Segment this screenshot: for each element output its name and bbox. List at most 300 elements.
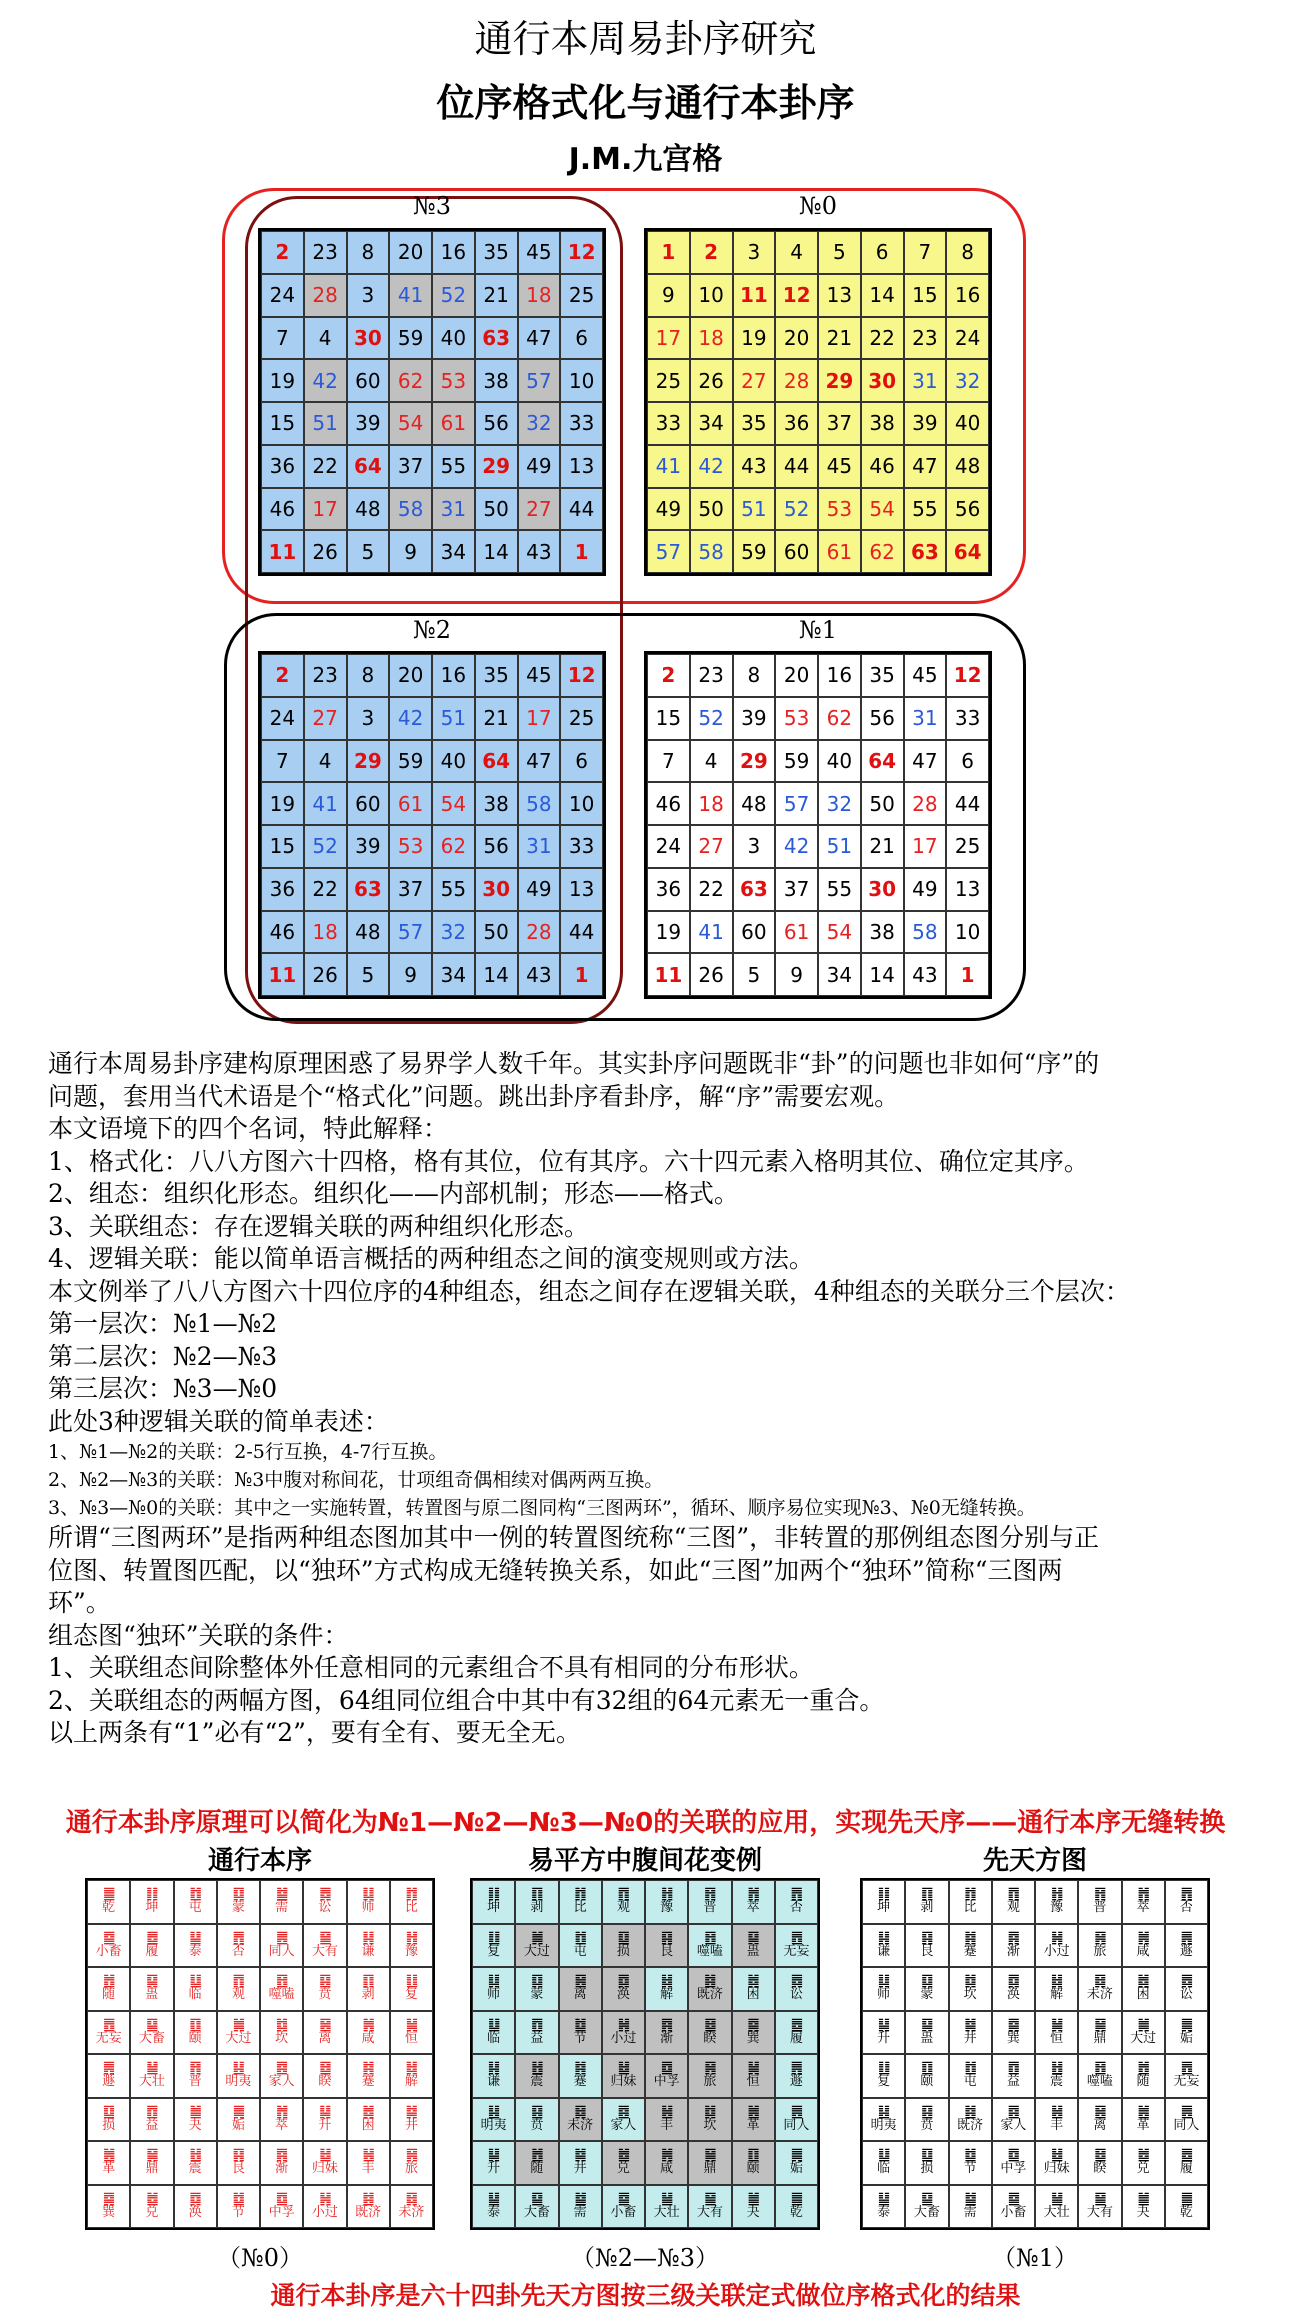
hexagram-name: 小过 <box>1043 1943 1070 1959</box>
hexagram-icon: ䷢ <box>704 1886 716 1903</box>
hexagram-cell <box>1122 2054 1165 2098</box>
grid-cell: 53 <box>775 697 818 740</box>
hexagram-icon: ䷠ <box>1180 1929 1193 1946</box>
grid-cell: 4 <box>775 231 818 274</box>
hexagram-cell <box>688 2185 731 2229</box>
hexagram-cell <box>992 2011 1035 2055</box>
grid-cell: 34 <box>818 953 861 996</box>
hexagram-cell <box>303 2011 346 2055</box>
grid-cell: 14 <box>475 953 518 996</box>
grid-cell: 21 <box>861 825 904 868</box>
hexagram-icon: ䷒ <box>487 2016 500 2033</box>
hexagram-name: 涣 <box>188 2204 202 2220</box>
hexagram-cell <box>1078 1924 1121 1968</box>
hexagram-name: 革 <box>746 2117 760 2133</box>
grid-cell: 14 <box>861 274 904 317</box>
hexagram-cell <box>732 2141 775 2185</box>
hexagram-name: 蛊 <box>746 1943 760 1959</box>
grid-cell: 50 <box>861 782 904 825</box>
grid-cell: 49 <box>647 488 690 531</box>
hexagram-icon: ䷬ <box>747 1886 759 1903</box>
hexagram-name: 革 <box>102 2161 116 2177</box>
hexagram-name: 否 <box>789 1900 803 1916</box>
hexagram-icon: ䷥ <box>319 2060 331 2077</box>
grid-cell: 44 <box>560 488 603 531</box>
hexagram-name: 遯 <box>102 2074 116 2090</box>
body-line: 问题，套用当代术语是个“格式化”问题。跳出卦序看卦序，解“序”需要宏观。 <box>48 1081 900 1111</box>
body-line: 1、格式化：八八方图六十四格，格有其位，位有其序。六十四元素入格明其位、确位定其序。 <box>48 1146 1089 1176</box>
grid-cell: 5 <box>347 530 390 573</box>
hexagram-icon: ䷶ <box>660 2103 673 2120</box>
grid-cell: 40 <box>818 740 861 783</box>
hexagram-icon: ䷉ <box>1180 2147 1193 2164</box>
hexagram-icon: ䷿ <box>574 2103 586 2120</box>
body-line: 组态图“独环”关联的条件： <box>48 1620 349 1650</box>
hexagram-cell <box>862 2011 905 2055</box>
hexagram-name: 姤 <box>789 2161 803 2177</box>
hexagram-icon: ䷵ <box>319 2147 331 2164</box>
grid-cell: 39 <box>733 697 776 740</box>
hexagram-cell <box>559 2098 602 2142</box>
body-line: 4、逻辑关联：能以简单语言概括的两种组态之间的演变规则或方法。 <box>48 1244 814 1273</box>
hexagram-name: 震 <box>530 2074 544 2090</box>
hexagram-icon: ䷌ <box>790 2103 803 2120</box>
hexagram-icon: ䷘ <box>1180 2060 1193 2077</box>
hexagram-cell <box>347 2011 390 2055</box>
grid-cell: 18 <box>518 274 561 317</box>
hexagram-icon: ䷨ <box>617 1929 630 1946</box>
hexagram-name: 随 <box>102 1987 116 2003</box>
grid-cell: 45 <box>518 231 561 274</box>
hexagram-name: 渐 <box>1006 1943 1020 1959</box>
hexagram-name: 否 <box>1179 1900 1193 1916</box>
hexagram-cell <box>390 2098 433 2142</box>
hexagram-name: 损 <box>102 2117 116 2133</box>
hexagram-name: 丰 <box>361 2161 375 2177</box>
grid-cell: 48 <box>347 488 390 531</box>
hexagram-cell <box>260 1967 303 2011</box>
hexagram-cell <box>260 2141 303 2185</box>
hexagram-icon: ䷧ <box>660 1973 673 1990</box>
hexagram-icon: ䷚ <box>189 2016 201 2033</box>
grid-cell: 54 <box>861 488 904 531</box>
grid-cell: 8 <box>347 654 390 697</box>
hexagram-icon: ䷭ <box>877 2016 890 2033</box>
grid-cell: 43 <box>518 530 561 573</box>
hexagram-icon: ䷛ <box>531 1929 543 1946</box>
grid-cell: 28 <box>304 274 347 317</box>
hexagram-cell <box>1122 1880 1165 1924</box>
hexagram-cell <box>87 2054 130 2098</box>
hexagram-cell <box>1035 1880 1078 1924</box>
grid-cell: 15 <box>261 402 304 445</box>
hexagram-icon: ䷖ <box>531 1886 543 1903</box>
hexagram-name: 需 <box>275 1900 289 1916</box>
hexagram-icon: ䷫ <box>790 2147 803 2164</box>
grid-cell: 49 <box>518 868 561 911</box>
hexagram-icon: ䷟ <box>1050 2016 1063 2033</box>
hexagram-cell <box>303 2054 346 2098</box>
hexagram-cell <box>130 1924 173 1968</box>
grid-cell: 4 <box>690 740 733 783</box>
hexagram-cell <box>1078 2141 1121 2185</box>
hexagram-name: 井 <box>963 2030 977 2046</box>
hexagram-name: 益 <box>145 2117 159 2133</box>
grid-cell: 41 <box>690 911 733 954</box>
hexagram-icon: ䷀ <box>790 2190 803 2207</box>
hexagram-icon: ䷹ <box>1137 2147 1149 2164</box>
hexagram-icon: ䷣ <box>232 2060 245 2077</box>
hexagram-icon: ䷮ <box>362 2103 374 2120</box>
hexagram-cell <box>992 1967 1035 2011</box>
grid-cell: 26 <box>304 953 347 996</box>
hexagram-name: 豫 <box>1050 1900 1064 1916</box>
hexagram-cell <box>775 2141 818 2185</box>
hexagram-name: 比 <box>573 1900 587 1916</box>
hexagram-cell <box>472 2185 515 2229</box>
hexagram-name: 井 <box>404 2117 418 2133</box>
hexagram-cell <box>1078 2185 1121 2229</box>
grid-cell: 59 <box>389 740 432 783</box>
grid-cell: 39 <box>347 825 390 868</box>
hexagram-name: 中孚 <box>653 2074 680 2090</box>
hexagram-icon: ䷸ <box>747 2016 759 2033</box>
grid-cell: 42 <box>775 825 818 868</box>
grid-cell: 25 <box>647 359 690 402</box>
hexagram-cell <box>1165 2098 1208 2142</box>
grid-cell: 10 <box>560 782 603 825</box>
hexagram-name: 益 <box>530 2030 544 2046</box>
hexagram-icon: ䷪ <box>1137 2190 1149 2207</box>
grid-cell: 7 <box>261 317 304 360</box>
hexagram-name: 鼎 <box>703 2161 717 2177</box>
hexagram-icon: ䷦ <box>574 2060 586 2077</box>
grid-cell: 25 <box>560 697 603 740</box>
hexagram-name: 乾 <box>1179 2204 1193 2220</box>
hexagram-name: 颐 <box>746 2161 760 2177</box>
hexagram-cell <box>390 2185 433 2229</box>
hexagram-cell <box>130 2054 173 2098</box>
grid-cell: 10 <box>690 274 733 317</box>
grid-cell: 35 <box>475 231 518 274</box>
hexagram-cell <box>217 2011 260 2055</box>
grid-cell: 19 <box>647 911 690 954</box>
grid-cell: 48 <box>347 911 390 954</box>
grid-cell: 12 <box>560 231 603 274</box>
hexagram-cell <box>130 2098 173 2142</box>
hexagram-icon: ䷮ <box>747 1973 759 1990</box>
hexagram-icon: ䷸ <box>102 2190 115 2207</box>
hexagram-name: 泰 <box>877 2204 891 2220</box>
hexagram-cell <box>130 2185 173 2229</box>
hexagram-icon: ䷽ <box>1050 1929 1063 1946</box>
grid-cell: 40 <box>946 402 989 445</box>
grid-cell: 3 <box>347 697 390 740</box>
hexagram-cell <box>1035 1967 1078 2011</box>
hexagram-name: 屯 <box>573 1943 587 1959</box>
hexagram-cell <box>645 1924 688 1968</box>
hexagram-name: 小过 <box>610 2030 637 2046</box>
grid-cell: 47 <box>904 740 947 783</box>
grid-cell: 38 <box>861 402 904 445</box>
grid-cell: 21 <box>475 274 518 317</box>
hexagram-cell <box>1165 1967 1208 2011</box>
hexagram-cell <box>1078 1880 1121 1924</box>
grid-cell: 26 <box>304 530 347 573</box>
hexagram-icon: ䷽ <box>617 2016 630 2033</box>
hexagram-cell <box>217 1967 260 2011</box>
hexagram-name: 既济 <box>355 2204 382 2220</box>
hexagram-name: 睽 <box>703 2030 717 2046</box>
hexagram-name: 大壮 <box>138 2074 165 2090</box>
hexagram-cell <box>732 2098 775 2142</box>
hexagram-name: 革 <box>1136 2117 1150 2133</box>
hexagram-name: 小畜 <box>610 2204 637 2220</box>
body-line: 以上两条有“1”必有“2”，要有全有、要无全无。 <box>48 1718 581 1747</box>
hexagram-name: 鼎 <box>1093 2030 1107 2046</box>
grid-cell: 18 <box>690 782 733 825</box>
hexagram-icon: ䷗ <box>487 1929 500 1946</box>
hexagram-icon: ䷜ <box>964 1973 976 1990</box>
hexagram-icon: ䷳ <box>660 1929 673 1946</box>
grid-cell: 34 <box>690 402 733 445</box>
hexagram-cell <box>1165 2011 1208 2055</box>
hexagram-icon: ䷎ <box>362 1929 374 1946</box>
grid-cell: 17 <box>518 697 561 740</box>
grid-cell: 61 <box>432 402 475 445</box>
hexagram-cell <box>347 1880 390 1924</box>
hexagram-icon: ䷜ <box>704 2103 716 2120</box>
hexagram-name: 萃 <box>275 2117 289 2133</box>
grid-cell: 51 <box>733 488 776 531</box>
hexagram-icon: ䷯ <box>405 2103 418 2120</box>
grid-cell: 4 <box>304 740 347 783</box>
hexagram-cell <box>949 2054 992 2098</box>
hexagram-cell <box>174 2098 217 2142</box>
hexagram-cell <box>775 2098 818 2142</box>
hexagram-icon: ䷍ <box>1094 2190 1106 2207</box>
hexagram-name: 明夷 <box>480 2117 507 2133</box>
hexagram-name: 无妄 <box>95 2030 122 2046</box>
grid-cell: 52 <box>775 488 818 531</box>
hexagram-cell <box>1078 2054 1121 2098</box>
hexagram-name: 同人 <box>1173 2117 1200 2133</box>
grid-cell: 43 <box>518 953 561 996</box>
hexagram-name: 既济 <box>957 2117 984 2133</box>
hexagram-icon: ䷑ <box>146 1973 158 1990</box>
grid-cell: 24 <box>647 825 690 868</box>
hexagram-icon: ䷝ <box>1094 2103 1106 2120</box>
hexagram-cell <box>1122 1967 1165 2011</box>
hexagram-icon: ䷿ <box>405 2190 418 2207</box>
hexagram-icon: ䷅ <box>790 1973 803 1990</box>
hexagram-cell <box>87 2011 130 2055</box>
grid-cell: 35 <box>733 402 776 445</box>
hexagram-name: 萃 <box>746 1900 760 1916</box>
hexagram-cell <box>217 2185 260 2229</box>
hexagram-name: 晋 <box>703 1900 717 1916</box>
body-line: 所谓“三图两环”是指两种组态图加其中一例的转置图统称“三图”，非转置的那例组态图分别与正 <box>48 1523 1100 1552</box>
body-line: 第二层次：№2—№3 <box>48 1341 278 1371</box>
hexagram-name: 泰 <box>188 1943 202 1959</box>
hexagram-icon: ䷤ <box>617 2103 630 2120</box>
hexagram-icon: ䷻ <box>964 2147 976 2164</box>
grid-cell: 16 <box>946 274 989 317</box>
grid-cell: 12 <box>775 274 818 317</box>
grid-cell: 1 <box>647 231 690 274</box>
grid-cell: 31 <box>518 825 561 868</box>
grid-cell: 55 <box>904 488 947 531</box>
hexagram-cell <box>174 2185 217 2229</box>
hexagram-icon: ䷣ <box>487 2103 500 2120</box>
body-line: 通行本周易卦序建构原理困惑了易界学人数千年。其实卦序问题既非“卦”的问题也非如何“序”的 <box>48 1049 1100 1078</box>
grid-cell: 5 <box>733 953 776 996</box>
grid-cell: 23 <box>304 654 347 697</box>
grid-cell: 15 <box>904 274 947 317</box>
hexagram-name: 未济 <box>398 2204 425 2220</box>
hexagram-cell <box>645 2141 688 2185</box>
grid-cell: 55 <box>818 868 861 911</box>
grid-cell: 16 <box>432 231 475 274</box>
hexagram-icon: ䷢ <box>189 2060 201 2077</box>
grid-cell: 39 <box>347 402 390 445</box>
hexagram-icon: ䷐ <box>102 1973 115 1990</box>
grid-cell: 60 <box>733 911 776 954</box>
hex-grid-tongxing <box>85 1878 435 2230</box>
grid-cell: 22 <box>690 868 733 911</box>
hexagram-name: 坤 <box>877 1900 891 1916</box>
hexagram-cell <box>862 2098 905 2142</box>
grid-cell: 21 <box>818 317 861 360</box>
grid-cell: 17 <box>904 825 947 868</box>
hexagram-name: 家人 <box>610 2117 637 2133</box>
grid-cell: 23 <box>304 231 347 274</box>
hexagram-cell <box>1122 1924 1165 1968</box>
hexagram-name: 屯 <box>188 1900 202 1916</box>
hexagram-cell <box>87 1967 130 2011</box>
grid-cell: 56 <box>475 402 518 445</box>
hexagram-icon: ䷔ <box>1094 2060 1106 2077</box>
hexagram-name: 小畜 <box>1000 2204 1027 2220</box>
body-line: 1、关联组态间除整体外任意相同的元素组合不具有相同的分布形状。 <box>48 1653 814 1682</box>
hexagram-cell <box>688 2141 731 2185</box>
grid-cell: 2 <box>690 231 733 274</box>
grid-cell: 20 <box>389 654 432 697</box>
hexagram-name: 未济 <box>1086 1987 1113 2003</box>
hexagram-name: 未济 <box>567 2117 594 2133</box>
hexagram-cell <box>775 2185 818 2229</box>
grid-cell: 29 <box>475 445 518 488</box>
hexagram-icon: ䷷ <box>405 2147 418 2164</box>
hexagram-cell <box>390 2011 433 2055</box>
body-line: 环”。 <box>48 1588 111 1617</box>
hexagram-icon: ䷊ <box>189 1929 201 1946</box>
hexagram-name: 姤 <box>231 2117 245 2133</box>
hexagram-name: 兑 <box>145 2204 159 2220</box>
hexagram-cell <box>602 1967 645 2011</box>
grid-cell: 32 <box>432 911 475 954</box>
grid-cell: 17 <box>647 317 690 360</box>
hexagram-cell <box>303 2098 346 2142</box>
hexagram-icon: ䷷ <box>1094 1929 1106 1946</box>
hexagram-name: 睽 <box>1093 2161 1107 2177</box>
grid-cell: 64 <box>946 530 989 573</box>
hexagram-cell <box>260 2098 303 2142</box>
hexagram-cell <box>949 1967 992 2011</box>
grid-cell: 41 <box>389 274 432 317</box>
hexagram-cell <box>472 1880 515 1924</box>
hexagram-icon: ䷏ <box>405 1929 418 1946</box>
hexagram-icon: ䷖ <box>921 1886 933 1903</box>
hexagram-cell <box>472 2141 515 2185</box>
hexagram-name: 明夷 <box>870 2117 897 2133</box>
hexagram-icon: ䷱ <box>1094 2016 1106 2033</box>
grid-cell: 15 <box>261 825 304 868</box>
hexagram-cell <box>688 1880 731 1924</box>
hexagram-name: 中孚 <box>1000 2161 1027 2177</box>
grid-cell: 56 <box>475 825 518 868</box>
grid-cell: 11 <box>733 274 776 317</box>
hexagram-name: 解 <box>1050 1987 1064 2003</box>
grid-cell: 62 <box>432 825 475 868</box>
hexagram-cell <box>949 1924 992 1968</box>
hexagram-icon: ䷾ <box>362 2190 374 2207</box>
hexagram-cell <box>602 2011 645 2055</box>
hexagram-cell <box>130 2141 173 2185</box>
hexagram-icon: ䷈ <box>102 1929 115 1946</box>
hexagram-icon: ䷶ <box>362 2147 374 2164</box>
hexagram-name: 噬嗑 <box>696 1943 723 1959</box>
hexagram-cell <box>688 1967 731 2011</box>
hexagram-cell <box>472 1924 515 1968</box>
hexagram-cell <box>1165 2054 1208 2098</box>
grid-cell: 47 <box>904 445 947 488</box>
grid-cell: 23 <box>904 317 947 360</box>
grid-cell: 24 <box>261 274 304 317</box>
hexagram-cell <box>1035 1924 1078 1968</box>
grid-cell: 37 <box>389 445 432 488</box>
hexagram-icon: ䷚ <box>747 2147 759 2164</box>
hexagram-name: 既济 <box>696 1987 723 2003</box>
grid-cell: 3 <box>733 231 776 274</box>
hexagram-name: 观 <box>231 1987 245 2003</box>
hexagram-cell <box>260 1924 303 1968</box>
grid-cell: 41 <box>304 782 347 825</box>
grid-cell: 44 <box>560 911 603 954</box>
hex-title-yiping: 易平方中腹间花变例 <box>527 1846 762 1876</box>
hexagram-cell <box>949 2141 992 2185</box>
hexagram-name: 旅 <box>703 2074 717 2090</box>
hexagram-cell <box>992 1924 1035 1968</box>
grid-cell: 3 <box>733 825 776 868</box>
grid-cell: 20 <box>389 231 432 274</box>
hexagram-name: 咸 <box>1136 1943 1150 1959</box>
hexagram-icon: ䷮ <box>1137 1973 1149 1990</box>
grid-cell: 13 <box>560 868 603 911</box>
hexagram-cell <box>174 2011 217 2055</box>
hexagram-cell <box>130 1967 173 2011</box>
hexagram-name: 大有 <box>1086 2204 1113 2220</box>
hexagram-icon: ䷷ <box>704 2060 716 2077</box>
hexagram-icon: ䷽ <box>319 2190 331 2207</box>
hexagram-icon: ䷲ <box>531 2060 543 2077</box>
grid-cell: 45 <box>904 654 947 697</box>
hexagram-icon: ䷙ <box>531 2190 543 2207</box>
hexagram-cell <box>688 2098 731 2142</box>
grid-cell: 19 <box>733 317 776 360</box>
hexagram-icon: ䷈ <box>1007 2190 1020 2207</box>
grid-cell: 58 <box>904 911 947 954</box>
